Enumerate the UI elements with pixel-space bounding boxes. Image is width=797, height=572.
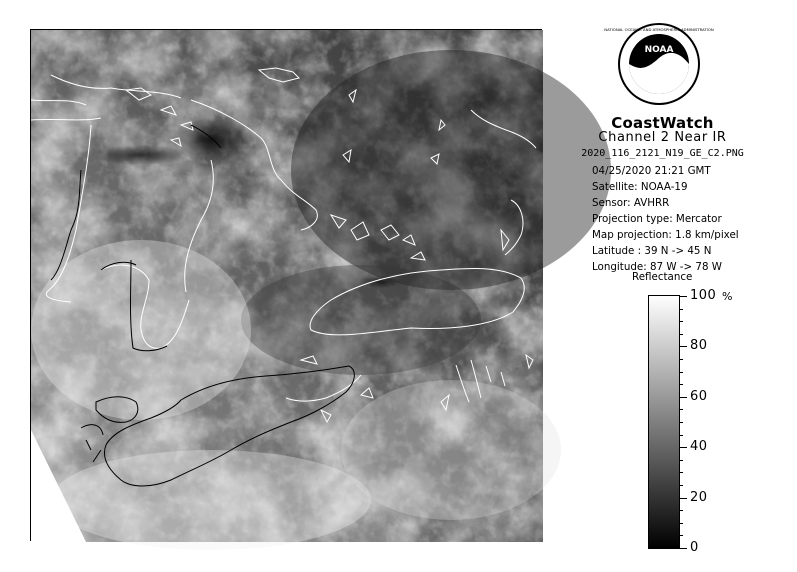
channel-subtitle: Channel 2 Near IR (598, 130, 727, 145)
colorbar-tick (679, 485, 683, 486)
colorbar-unit: % (722, 290, 733, 303)
metadata-latitude: Latitude : 39 N -> 45 N (592, 245, 712, 257)
colorbar-tick (679, 535, 683, 536)
colorbar-tick (679, 422, 683, 423)
reflectance-colorbar (648, 295, 680, 549)
colorbar-tick-label: 80 (690, 338, 708, 354)
noaa-logo (604, 22, 714, 106)
metadata-datetime: 04/25/2020 21:21 GMT (592, 165, 711, 177)
metadata-projection-type: Projection type: Mercator (592, 213, 722, 225)
colorbar-title: Reflectance (632, 271, 693, 283)
colorbar-tick (679, 384, 683, 385)
colorbar-tick (679, 510, 683, 511)
metadata-satellite: Satellite: NOAA-19 (592, 181, 688, 193)
colorbar-tick (679, 321, 683, 322)
colorbar-tick-label: 100 (690, 288, 717, 303)
colorbar-tick (679, 460, 683, 461)
colorbar-tick-label: 20 (690, 489, 708, 505)
colorbar-tick (679, 435, 683, 436)
colorbar-tick (679, 498, 687, 499)
metadata-map-projection: Map projection: 1.8 km/pixel (592, 229, 739, 241)
satellite-image-map (30, 29, 542, 541)
product-title: CoastWatch (611, 114, 714, 132)
logo-ring-text: NATIONAL OCEANIC AND ATMOSPHERIC ADMINISTRATION (604, 27, 714, 32)
colorbar-tick (679, 472, 683, 473)
colorbar-tick (679, 548, 687, 549)
colorbar-tick (679, 359, 683, 360)
colorbar-tick (679, 334, 683, 335)
logo-text: NOAA (644, 45, 674, 55)
colorbar-tick (679, 296, 687, 297)
colorbar-tick-label: 60 (690, 388, 708, 404)
colorbar-tick (679, 397, 687, 398)
colorbar-tick (679, 447, 687, 448)
colorbar-tick (679, 372, 683, 373)
colorbar-tick-label: 40 (690, 439, 708, 455)
colorbar-tick (679, 309, 683, 310)
metadata-longitude: Longitude: 87 W -> 78 W (592, 261, 722, 273)
metadata-sensor: Sensor: AVHRR (592, 197, 670, 209)
satellite-image (31, 30, 543, 542)
colorbar-tick (679, 409, 683, 410)
image-filename: 2020_116_2121_N19_GE_C2.PNG (581, 148, 744, 159)
colorbar-tick-label: 0 (690, 540, 699, 555)
colorbar-tick (679, 523, 683, 524)
colorbar-tick (679, 346, 687, 347)
